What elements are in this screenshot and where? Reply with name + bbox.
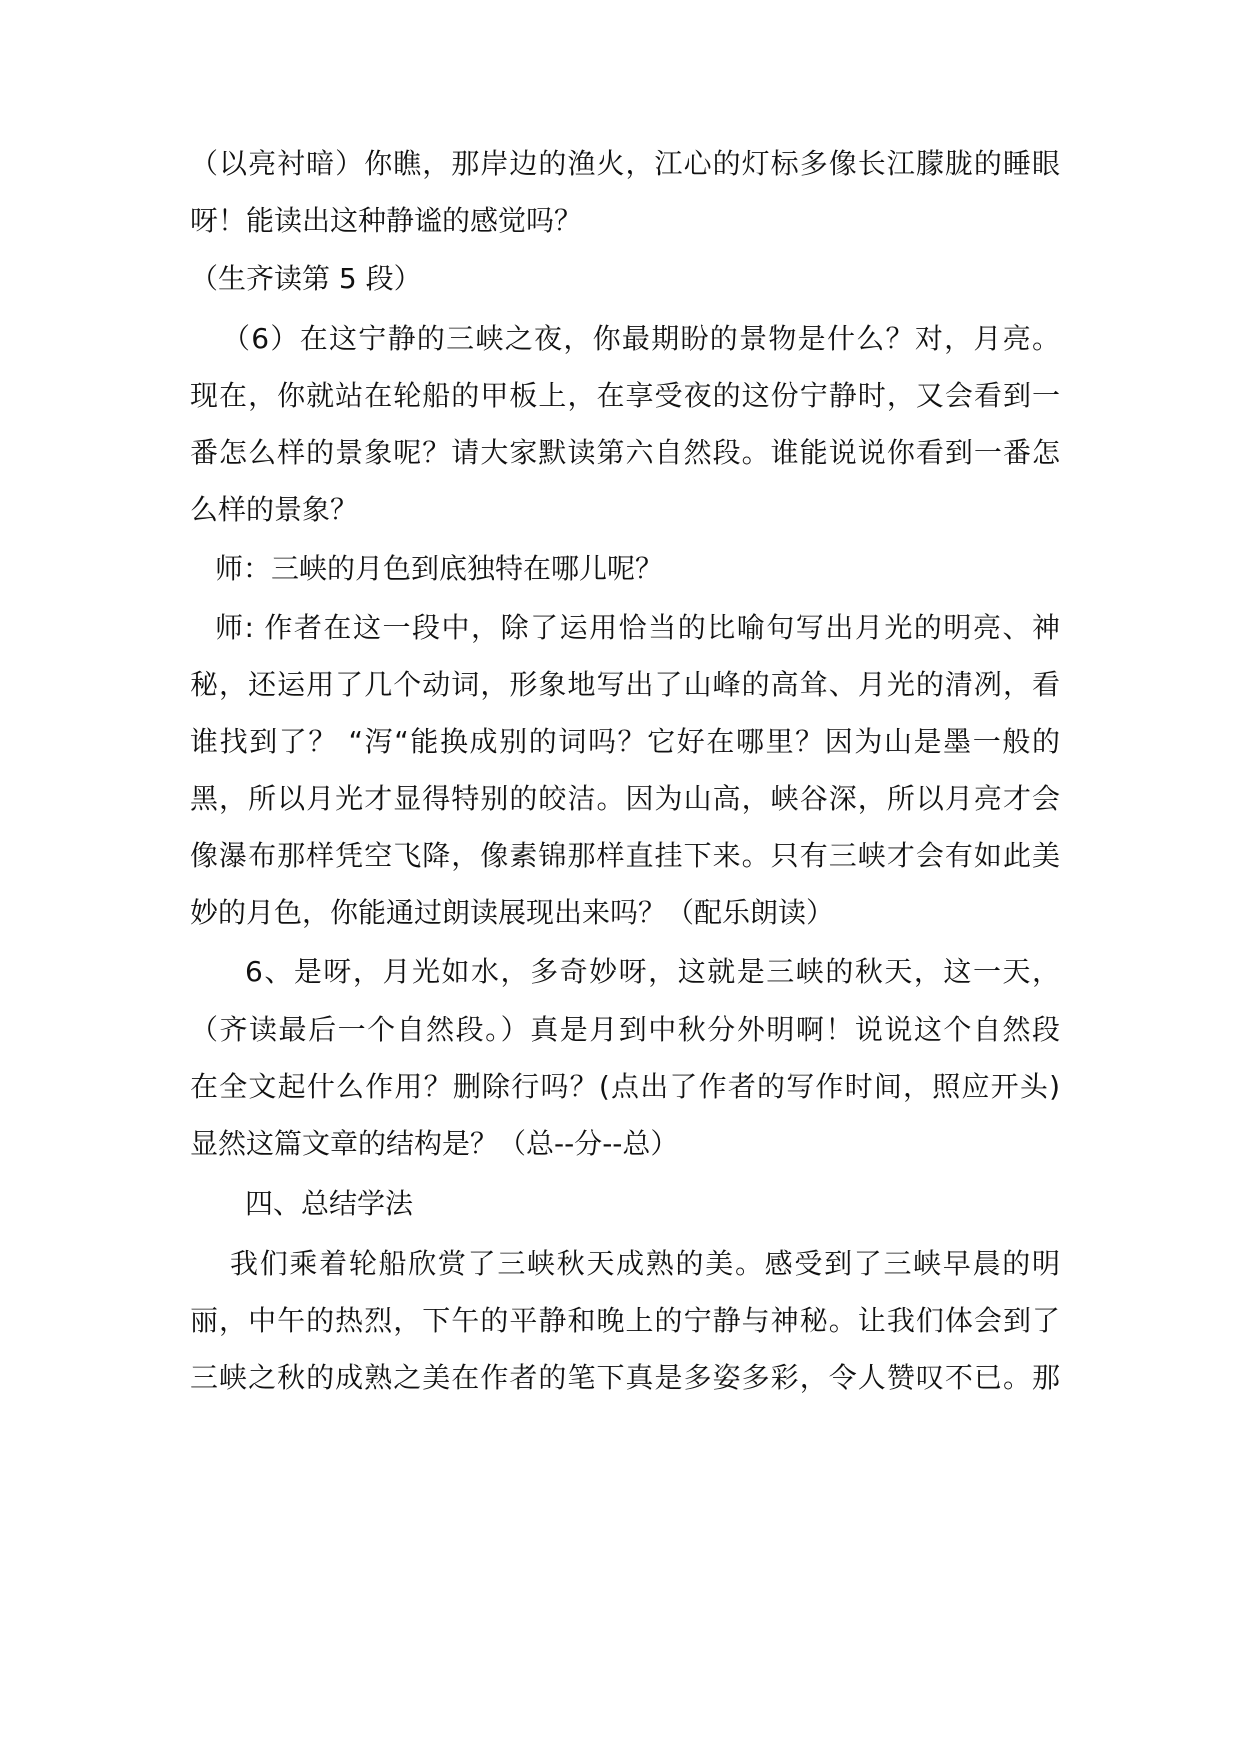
text-line: （以亮衬暗）你瞧，那岸边的渔火，江心的灯标多像长江朦胧的睡眼 bbox=[190, 147, 1060, 180]
text-line: 我们乘着轮船欣赏了三峡秋天成熟的美。感受到了三峡早晨的明 bbox=[230, 1247, 1060, 1280]
text-line: （齐读最后一个自然段。）真是月到中秋分外明啊！说说这个自然段 bbox=[190, 1013, 1060, 1046]
text-line: 么样的景象？ bbox=[190, 493, 359, 526]
text-line: （生齐读第 5 段） bbox=[190, 262, 422, 295]
text-line: 师: 作者在这一段中，除了运用恰当的比喻句写出月光的明亮、神 bbox=[215, 611, 1060, 644]
text-line: 黑，所以月光才显得特别的皎洁。因为山高，峡谷深，所以月亮才会 bbox=[190, 782, 1060, 815]
section-heading: 四、总结学法 bbox=[245, 1187, 414, 1220]
text-line: 丽，中午的热烈，下午的平静和晚上的宁静与神秘。让我们体会到了 bbox=[190, 1304, 1060, 1337]
text-line: 师：三峡的月色到底独特在哪儿呢？ bbox=[215, 552, 664, 585]
text-line: 秘，还运用了几个动词，形象地写出了山峰的高耸、月光的清冽，看 bbox=[190, 668, 1060, 701]
text-line: （6）在这宁静的三峡之夜，你最期盼的景物是什么？对，月亮。 bbox=[222, 322, 1060, 355]
text-line: 番怎么样的景象呢？请大家默读第六自然段。谁能说说你看到一番怎 bbox=[190, 436, 1060, 469]
text-line: 谁找到了？ “泻“能换成别的词吗？它好在哪里？因为山是墨一般的 bbox=[190, 725, 1060, 758]
text-line: 在全文起什么作用？删除行吗？(点出了作者的写作时间，照应开头) bbox=[190, 1070, 1060, 1103]
text-line: 像瀑布那样凭空飞降，像素锦那样直挂下来。只有三峡才会有如此美 bbox=[190, 839, 1060, 872]
text-line: 现在，你就站在轮船的甲板上，在享受夜的这份宁静时，又会看到一 bbox=[190, 379, 1060, 412]
text-line: 呀！能读出这种静谧的感觉吗？ bbox=[190, 204, 583, 237]
text-line: 6、是呀，月光如水，多奇妙呀，这就是三峡的秋天，这一天， bbox=[245, 955, 1060, 988]
text-line: 三峡之秋的成熟之美在作者的笔下真是多姿多彩，令人赞叹不已。那 bbox=[190, 1361, 1060, 1394]
text-line: 显然这篇文章的结构是？（总--分--总） bbox=[190, 1127, 679, 1160]
text-line: 妙的月色，你能通过朗读展现出来吗？（配乐朗读） bbox=[190, 896, 835, 929]
